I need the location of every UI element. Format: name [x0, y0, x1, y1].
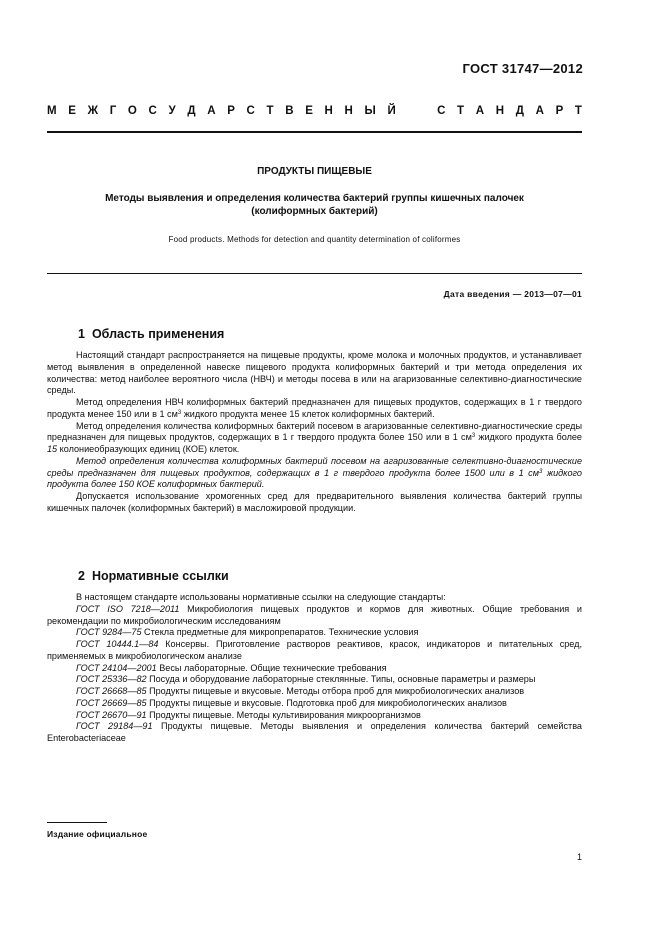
paragraph-italic: Метод определения количества колиформных бактерий посевом на агаризованные селективно-диагностические среды предназначен для пищевых продуктов, содержащих в 1 г твердого продукта более 1500 или в 1 $см^3$ жидкого продукта более 150 КОЕ колиформных бактерий.: [47, 455, 582, 490]
letter: С: [246, 105, 255, 117]
footer-rule: [47, 822, 107, 823]
letter: А: [535, 105, 544, 117]
letter: Д: [187, 105, 196, 117]
letter: Й: [387, 105, 396, 117]
reference-item: ГОСТ 29184—91 Продукты пищевые. Методы выявления и определения количества бактерий семейства Enterobacteriaceae: [47, 721, 582, 743]
document-title: ПРОДУКТЫ ПИЩЕВЫЕ: [257, 166, 372, 177]
letter: А: [475, 105, 485, 117]
reference-item: ГОСТ 24104—2001 Весы лабораторные. Общие технические требования: [76, 662, 387, 673]
letter: Н: [324, 105, 333, 117]
reference-item: ГОСТ ISO 7218—2011 Микробиология пищевых продуктов и кормов для животных. Общие требования и рекомендации по микробиологическим исследованиям: [47, 603, 582, 626]
interstate-standard-heading: [47, 105, 582, 121]
letter: В: [285, 105, 294, 117]
reference-item: ГОСТ 26670—91 Продукты пищевые. Методы культивирования микроорганизмов: [76, 709, 421, 720]
document-subtitle: [47, 192, 582, 218]
letter: А: [207, 105, 216, 117]
edition-note: Издание официальное: [47, 829, 148, 839]
section-number: 2: [78, 569, 85, 583]
word-gap: [407, 105, 425, 121]
subtitle-line: Методы выявления и определения количества бактерий группы кишечных палочек: [105, 193, 524, 204]
letter: Е: [305, 105, 313, 117]
section-body-scope: [47, 350, 582, 515]
header-rule: [47, 131, 582, 133]
letter: Д: [515, 105, 524, 117]
letter: С: [437, 105, 446, 117]
letter: О: [127, 105, 137, 117]
paragraph: Настоящий стандарт распространяется на пищевые продукты, кроме молока и молочных продуктов, и устанавливает метод выявления в определенной навеске пищевого продукта колиформных бактерий и три метода определения их количества: метод наиболее вероятного числа (НВЧ) и методы посева в или на агаризованные селективно-диагностические среды.: [47, 350, 582, 396]
letter: Ж: [87, 105, 99, 117]
letter: У: [168, 105, 176, 117]
section-title: Нормативные ссылки: [91, 569, 229, 583]
reference-item: ГОСТ 10444.1—84 Консервы. Приготовление растворов реактивов, красок, индикаторов и питательных сред, применяемых в микробиологическом анализе: [47, 639, 582, 661]
letter: Р: [227, 105, 235, 117]
letter: Т: [574, 105, 582, 117]
paragraph: Метод определения количества колиформных бактерий посевом в агаризованные селективно-диагностические среды предназначен для пищевых продуктов, содержащих в 1 г твердого продукта более 150 или в 1 $см^3$ жидкого продукта более 15 колониеобразующих единиц (КОЕ) клеток.: [47, 420, 582, 454]
paragraph: Допускается использование хромогенных сред для предварительного выявления количества бактерий группы кишечных палочек (колиформных бактерий) в масложировой продукции.: [47, 491, 582, 513]
gost-number: ГОСТ 31747—2012: [462, 61, 583, 76]
letter: Р: [555, 105, 564, 117]
paragraph: Метод определения НВЧ колиформных бактерий предназначен для пищевых продуктов, содержащих в 1 г твердого продукта менее 150 или в 1 $см^3$ жидкого продукта менее 15 клеток колиформных бактерий.: [47, 397, 582, 419]
section-heading-scope: [78, 327, 224, 341]
letter: Ы: [364, 105, 376, 117]
letter: Т: [266, 105, 274, 117]
letter: Н: [495, 105, 505, 117]
section-title: Область применения: [91, 327, 225, 341]
letter: Е: [68, 105, 76, 117]
reference-item: ГОСТ 9284—75 Стекла предметные для микропрепаратов. Технические условия: [76, 627, 419, 638]
section-heading-references: [78, 569, 229, 583]
letter: Н: [344, 105, 353, 117]
section-body-references: [47, 592, 582, 745]
english-title: Food products. Methods for detection and quantity determination of coliformes: [168, 235, 461, 244]
letter: Г: [109, 105, 117, 117]
reference-item: ГОСТ 26668—85 Продукты пищевые и вкусовые. Методы отбора проб для микробиологических анализов: [76, 686, 525, 696]
section-number: 1: [78, 327, 85, 341]
paragraph: В настоящем стандарте использованы нормативные ссылки на следующие стандарты:: [76, 592, 446, 602]
title-rule: [47, 273, 582, 274]
reference-item: ГОСТ 25336—82 Посуда и оборудование лабораторные стеклянные. Типы, основные параметры и размеры: [76, 674, 536, 685]
introduction-date: Дата введения — 2013—07—01: [443, 289, 582, 299]
page-number: 1: [576, 852, 582, 862]
letter: Т: [457, 105, 465, 117]
subtitle-line: (колиформных бактерий): [251, 206, 378, 217]
reference-item: ГОСТ 26669—85 Продукты пищевые и вкусовые. Подготовка проб для микробиологических анализов: [76, 697, 507, 708]
letter: С: [148, 105, 157, 117]
letter: М: [47, 105, 57, 117]
